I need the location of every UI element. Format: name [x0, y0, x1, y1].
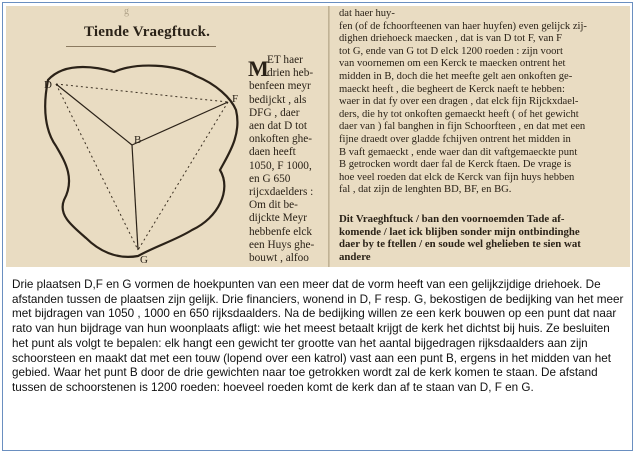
page-gutter [328, 6, 330, 267]
left-column-line: een Huys ghe- [249, 238, 315, 251]
left-text-column [249, 54, 321, 265]
right-column-line: waer in dat fy over een dragen , dat elck fijn Rijckxdael- [339, 96, 579, 108]
label-F: F [232, 93, 239, 105]
left-column-line: drien heb- [267, 67, 314, 80]
right-column-line: daer van ) fal banghen in fijn Schoorfteen , en dat met een [339, 121, 586, 133]
edge-D-G [56, 84, 138, 250]
left-column-line: ET haer [267, 54, 303, 66]
right-column-line: hoe veel roeden dat elck de Kerck van fijn huys hebben [339, 171, 575, 183]
blackletter-line: daer by te ftellen / en soude wel ghelieben te sien wat [339, 238, 581, 250]
label-G: G [140, 254, 148, 265]
left-column-line: daen heeft [249, 146, 296, 159]
right-column-line: van voornemen om een Kerck te maecken ontrent het [339, 58, 566, 70]
left-column-line: Om dit be- [249, 199, 298, 212]
left-column-line: hebbenfe elck [249, 225, 313, 238]
bleed-through-text: g [124, 6, 129, 17]
left-column-line: 1050, F 1000, [249, 159, 312, 172]
lake-outline [45, 66, 237, 257]
left-column-line: onkoften ghe- [249, 133, 313, 146]
right-column-line: tot G, ende van G tot D elck 1200 roeden : zijn voort [339, 45, 563, 57]
line-B-F [132, 102, 228, 145]
left-column-line: benfeen meyr [249, 80, 311, 93]
scanned-book-page [6, 6, 630, 267]
title-rule [66, 46, 216, 47]
right-column-line: fal , dat zijn de lenghten BD, BF, en BG. [339, 184, 512, 196]
edge-D-F [56, 84, 228, 102]
right-column-line: fen (of de fchoorfteenen van haer huyfen) even gelijck zij- [339, 20, 587, 32]
lake-figure [6, 50, 246, 265]
problem-description: Drie plaatsen D,F en G vormen de hoekpunten van een meer dat de vorm heeft van een gelijkzijdige driehoek. De afstanden tussen de plaatsen zijn gelijk. Drie financiers, wonend in D, F resp. G, bekostigen de bedijking van het meer met bijdragen van 1050 , 1000 en 650 rijksdaalders. Na de bedijking willen ze een kerk bouwen op een punt dat naar rato van hun bijdrage van hun woonplaats afligt: wie het meest betaalt krijgt de kerk het dichtst bij huis. Ze besluiten het punt als volgt te bepalen: elk hangt een gewicht ter grootte van het aantal bijgedragen rijksdaalders aan zijn schoorsteen en maakt dat met een touw (lopend over een katrol) vast aan een punt B, ergens in het midden van het gebied. Waar het punt B door de drie gewichten naar toe getrokken wordt zal de kerk komen te staan. De afstand tussen de schoorstenen is 1200 roeden: hoeveel roeden komt de kerk dan af te staan van D, F en G. [12, 278, 624, 394]
page-title: Tiende Vraegftuck. [84, 24, 211, 40]
left-column-line: aen dat D tot [249, 120, 308, 133]
right-column-line: maeckt heeft , die begheert de Kerck naeft te hebben: [339, 83, 565, 95]
initial-letter: M [248, 56, 269, 81]
right-text-column [339, 8, 629, 197]
left-column-line: bedijckt , als [249, 93, 307, 106]
right-column-line: B vaft gemaeckt , ende waer dan dit vaftgemaeckte punt [339, 146, 578, 158]
right-column-line: dighen driehoeck maecken , dat is van D tot F, van F [339, 33, 563, 45]
left-column-line: en G 650 [249, 172, 291, 185]
content-frame [2, 2, 633, 451]
blackletter-line: andere [339, 250, 371, 263]
edge-F-G [138, 102, 228, 250]
blackletter-line: Dit Vraeghftuck / ban den voornoemden Tade af- [339, 213, 565, 225]
left-column-line: DFG , daer [249, 106, 300, 119]
label-D: D [44, 79, 52, 91]
left-column-line: rijcxdaelders : [249, 186, 314, 199]
label-B: B [134, 134, 142, 146]
left-column-line: bouwt , alfoo [249, 252, 309, 265]
line-B-G [132, 145, 138, 250]
right-column-line: midden in B, doch die het meefte gelt aen onkoften ge- [339, 70, 573, 82]
line-B-D [56, 84, 132, 145]
right-column-line: B getrocken wordt daer fal de Kerck ftaen. De vrage is [339, 159, 572, 171]
left-column-line: dijckte Meyr [249, 212, 308, 225]
right-column-line: ders, die hy tot onkoften gemaeckt heeft ( of het gewicht [339, 108, 579, 120]
blackletter-line: komende / laet ick blijben sonder mijn ontbindinghe [339, 225, 580, 238]
right-column-line: fijne draedt over gladde fchijven ontrent het midden in [339, 133, 571, 145]
blackletter-paragraph [339, 213, 629, 263]
right-column-line: dat haer huy- [339, 8, 395, 19]
